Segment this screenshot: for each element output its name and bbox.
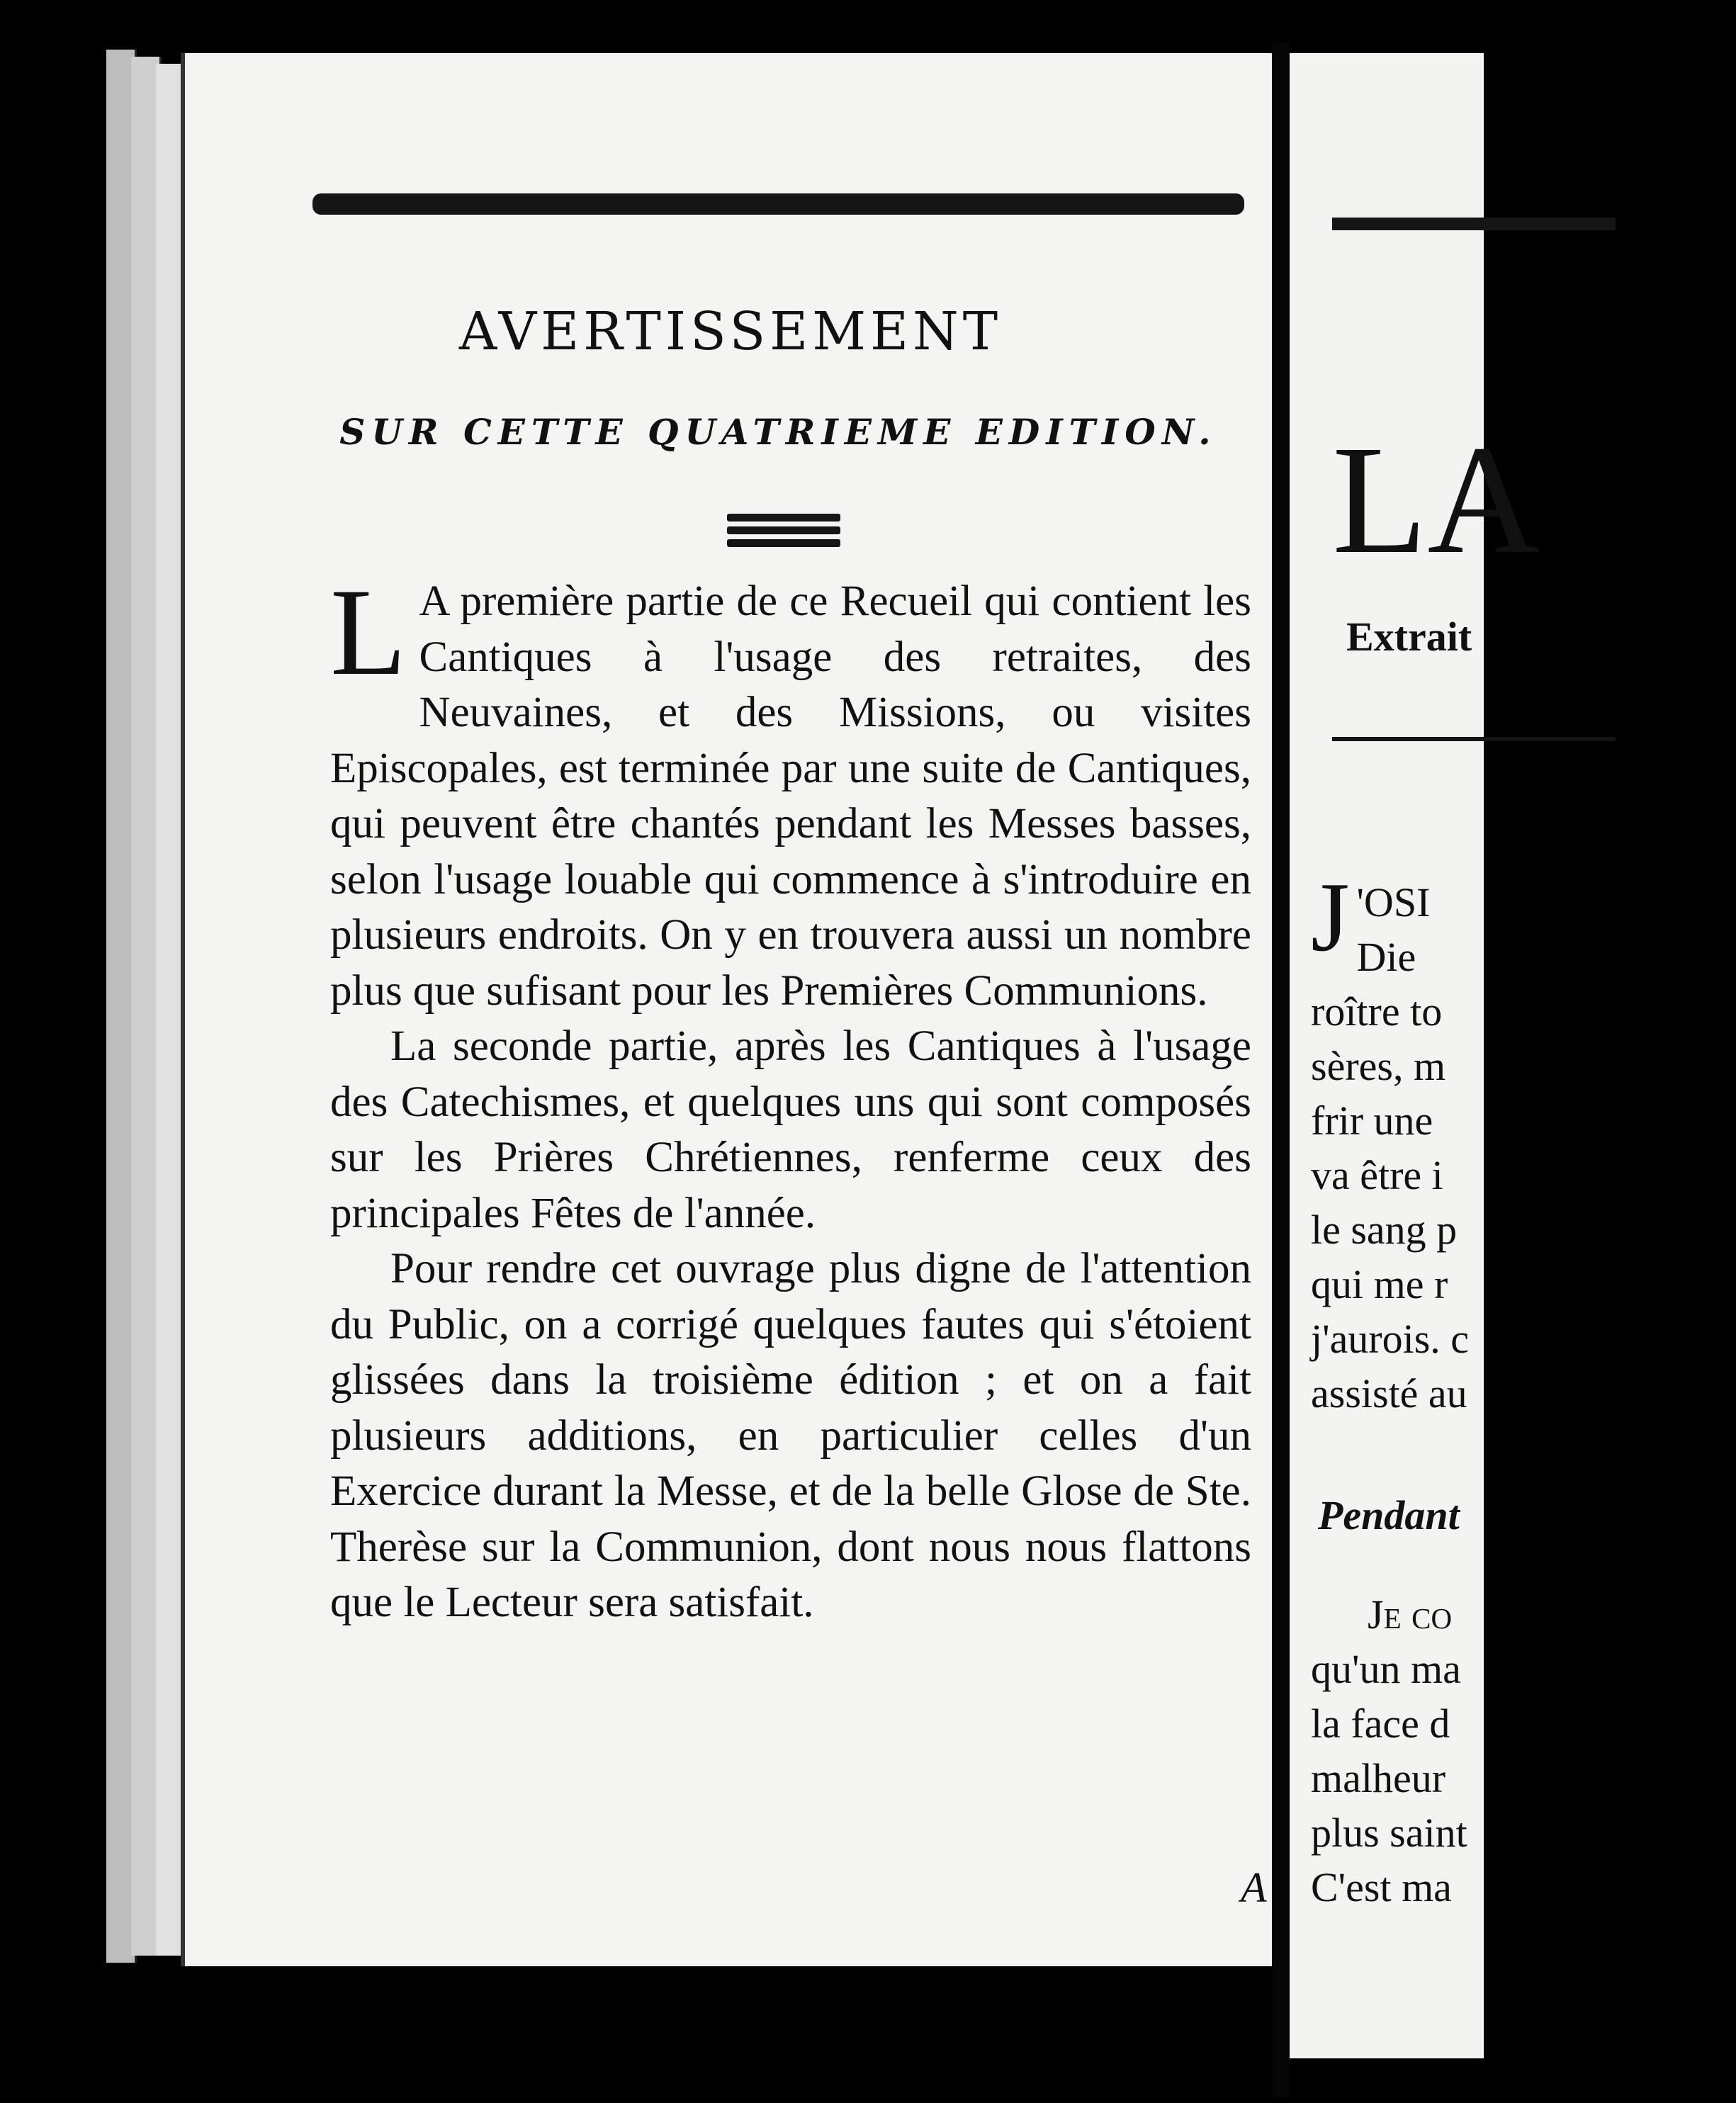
text-line: va être i [1311,1152,1443,1198]
body-text [1311,862,1736,1421]
right-page [1290,53,1540,2058]
text-line: plus saint [1311,1810,1467,1856]
text-line: qu'un ma [1311,1646,1461,1692]
text-line: qui me r [1311,1261,1448,1307]
text-line: Je co [1368,1591,1453,1637]
page-title: LA [1332,413,1540,586]
header-rule [312,193,1244,215]
ornament-rule [727,514,840,552]
drop-cap: J [1311,862,1350,972]
left-page [181,53,1276,1966]
section-heading: Pendant [1318,1492,1460,1538]
divider-rule [1332,737,1616,741]
text-line: malheur [1311,1755,1446,1801]
text-line: C'est ma [1311,1864,1452,1910]
text-line: frir une [1311,1098,1433,1144]
body-text [1311,1587,1736,1915]
text-line: 'OSI [1356,879,1431,925]
paragraph: La seconde partie, après les Cantiques à l'usage des Catechismes, et quelques uns qui sont composés sur les Prières Chrétiennes, renferme ceux des principales Fêtes de l'année. [330,1022,1251,1237]
paragraph: Pour rendre cet ouvrage plus digne de l'attention du Public, on a corrigé quelques fautes qui s'étoient glissées dans la troisième édition ; et on a fait plusieurs additions, en particulier celles d'un Exercice durant la Messe, et de la belle Glose de Ste. Therèse sur la Communion, dont nous nous flattons que le Lecteur sera satisfait. [330,1245,1251,1626]
text-line: assisté au [1311,1370,1467,1416]
body-text [330,563,1251,1631]
page-subtitle: SUR CETTE QUATRIEME EDITION. [339,411,1217,453]
text-line: Die [1356,934,1416,980]
text-line: la face d [1311,1701,1450,1747]
page-subtitle: Extrait [1346,614,1472,660]
paragraph: L A première partie de ce Recueil qui contient les Cantiques à l'usage des retraites, des Neuvaines, et des Missions, ou visites Episcopales, est terminée par une suite de Cantiques, qui peuvent être chantés pendant les Messes basses, selon l'usage louable qui commence à s'introduire en plusieurs endroits. On y en trouvera aussi un nombre plus que sufisant pour les Premières Communions. [330,563,1251,1015]
catchword: A [1241,1864,1267,1911]
page-title: AVERTISSEMENT [458,301,1003,362]
drop-cap: L [330,563,407,701]
book-gutter [1272,43,1290,2097]
text-line: roître to [1311,988,1443,1034]
header-rule [1332,218,1616,230]
text-line: sères, m [1311,1043,1446,1089]
text-line: le sang p [1311,1207,1458,1253]
text-line: j'aurois. c [1311,1316,1470,1362]
